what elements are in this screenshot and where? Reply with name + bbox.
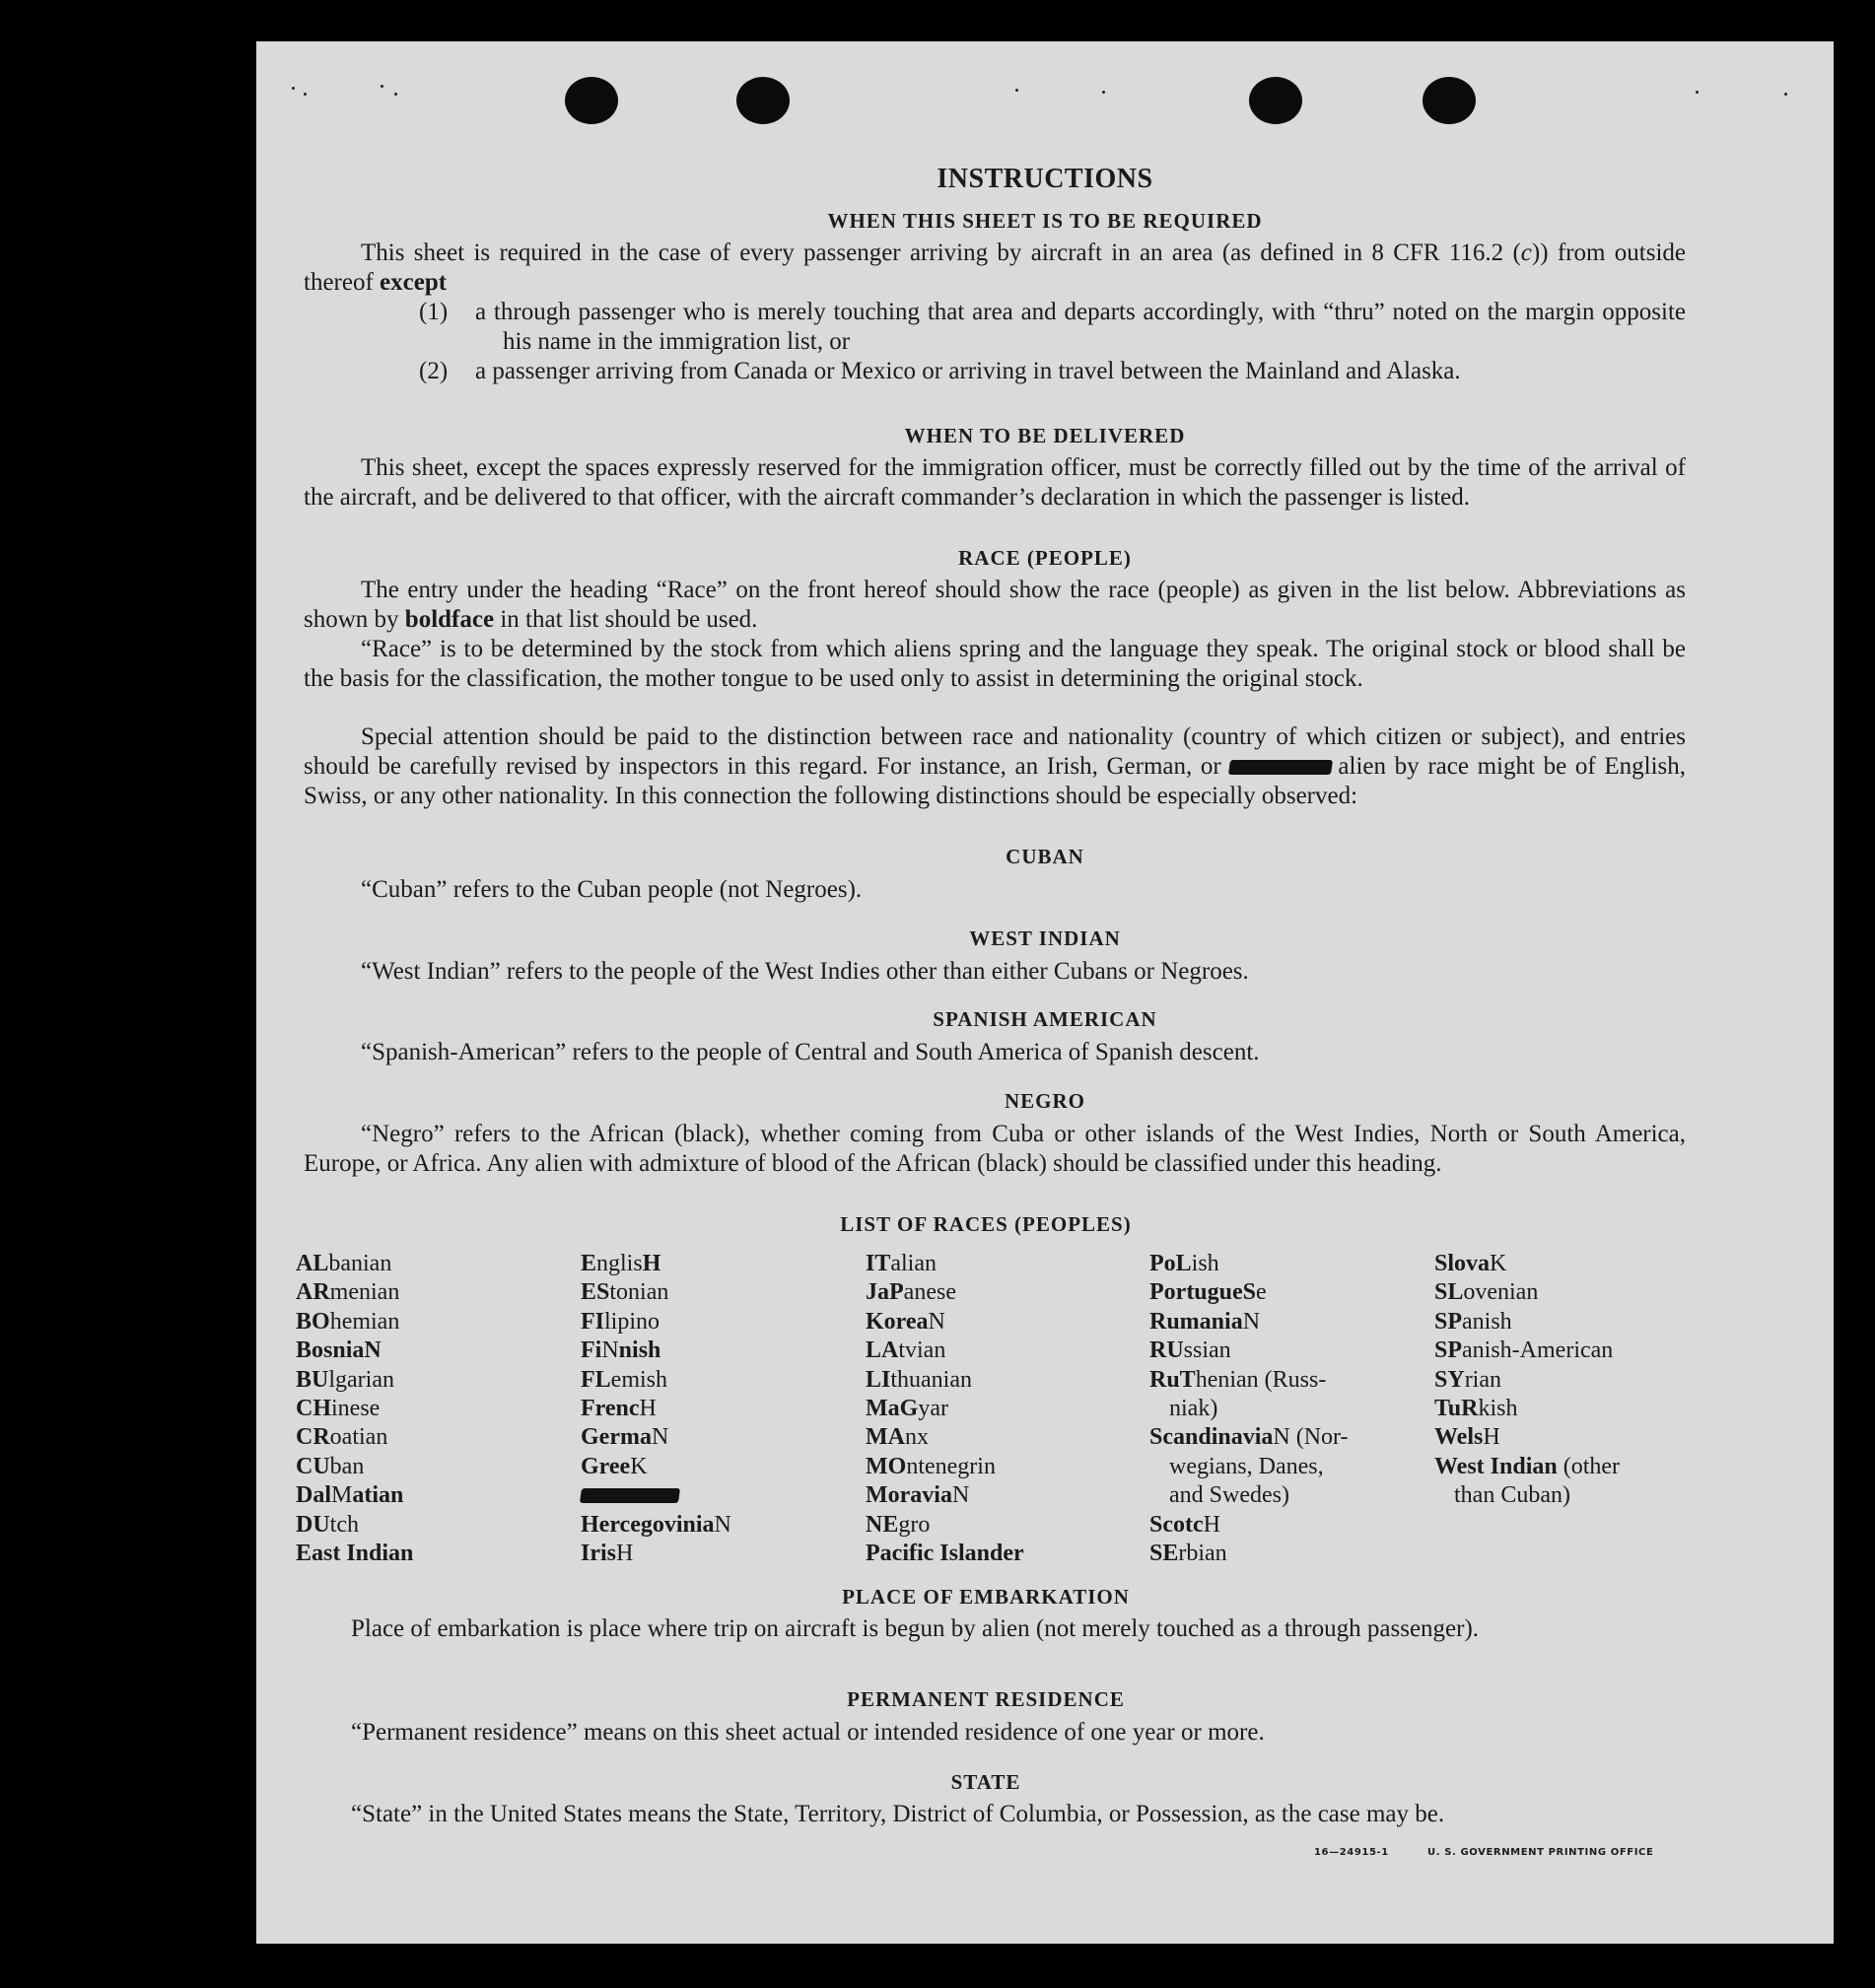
- race-entry: [296, 1366, 413, 1395]
- race-name-rest: N: [714, 1511, 731, 1538]
- race-entry: [296, 1453, 413, 1481]
- race-entry: [866, 1308, 1024, 1337]
- punch-hole: [565, 77, 618, 124]
- race-paragraph-1: The entry under the heading “Race” on the front hereof should show the race (people) as given in the list below. Abbreviations as shown by boldface in that list should be used.: [304, 577, 1686, 633]
- race-entry: [866, 1540, 1024, 1568]
- race-name-rest: N (Nor-: [1273, 1424, 1349, 1451]
- race-abbreviation: Fi: [581, 1337, 602, 1364]
- race-name-rest: N: [951, 1482, 970, 1509]
- race-entry: [296, 1511, 413, 1540]
- race-entry: [1434, 1308, 1620, 1337]
- race-name-rest: anish: [1462, 1308, 1512, 1335]
- race-entry: [866, 1511, 1024, 1540]
- race-entry-continuation: niak): [1169, 1396, 1218, 1422]
- race-entry: [581, 1540, 731, 1568]
- race-name-rest: rian: [1464, 1366, 1501, 1393]
- race-name-rest: yar: [918, 1396, 948, 1422]
- race-name-rest: H: [616, 1541, 634, 1567]
- section-heading-residence: PERMANENT RESIDENCE: [847, 1687, 1125, 1711]
- race-abbreviation: PoL: [1149, 1251, 1192, 1276]
- race-name-rest: menian: [329, 1279, 400, 1306]
- cuban-text: “Cuban” refers to the Cuban people (not Negroes).: [361, 876, 863, 903]
- race-entry-continuation: wegians, Danes,: [1169, 1453, 1324, 1479]
- race-name-rest: N: [601, 1337, 619, 1364]
- race-entry: [1149, 1337, 1349, 1365]
- race-name-rest: lipino: [604, 1308, 660, 1335]
- race-entry: [866, 1453, 1024, 1481]
- race-abbreviation: SY: [1434, 1366, 1465, 1393]
- race-name-rest: banian: [328, 1251, 392, 1276]
- race-entry: [581, 1453, 731, 1481]
- race-abbreviation: CU: [296, 1453, 330, 1479]
- race-abbreviation: BO: [296, 1308, 330, 1335]
- race-name-rest: H: [1203, 1511, 1220, 1538]
- race-abbreviation: atian: [352, 1482, 404, 1509]
- scan-speck: [394, 93, 397, 96]
- race-name-rest: ntenegrin: [906, 1453, 996, 1479]
- race-name-rest: N: [928, 1308, 945, 1335]
- section-heading-west-indian: WEST INDIAN: [969, 926, 1121, 950]
- race-entry: [1149, 1308, 1349, 1337]
- race-entry: [296, 1540, 413, 1568]
- race-entry: [866, 1337, 1024, 1365]
- race-abbreviation: FI: [581, 1308, 604, 1335]
- race-abbreviation: Hercegovinia: [581, 1511, 715, 1538]
- race-abbreviation: MaG: [866, 1396, 919, 1422]
- punch-hole: [1423, 77, 1476, 124]
- form-number: 16—24915-1: [1314, 1847, 1389, 1858]
- race-entry: [866, 1423, 1024, 1452]
- race-abbreviation: BU: [296, 1366, 329, 1393]
- race-abbreviation: Korea: [866, 1308, 929, 1335]
- race-name-rest: lgarian: [328, 1366, 394, 1393]
- race-name-rest: gro: [898, 1511, 931, 1538]
- scan-speck: [1102, 91, 1105, 94]
- race-abbreviation: AL: [296, 1251, 329, 1276]
- race-abbreviation: H: [642, 1251, 661, 1276]
- race-name-rest: thuanian: [890, 1366, 972, 1393]
- race-name-rest: K: [630, 1453, 648, 1479]
- race-entry: [1434, 1453, 1620, 1481]
- race-entry: [296, 1308, 413, 1337]
- race-list-column-3: [866, 1250, 1024, 1568]
- race-abbreviation: LA: [866, 1337, 899, 1364]
- race-name-rest: tonian: [609, 1279, 669, 1306]
- race-abbreviation: Scotc: [1149, 1511, 1204, 1538]
- race-name-rest: hemian: [329, 1308, 400, 1335]
- race-list-column-1: [296, 1250, 413, 1568]
- race-entry: [866, 1250, 1024, 1278]
- race-abbreviation: AR: [296, 1279, 330, 1306]
- negro-text: “Negro” refers to the African (black), whether coming from Cuba or other islands of the West Indies, North or South America, Europe, or Africa. Any alien with admixture of blood of the African (black) should be classified under this heading.: [304, 1121, 1686, 1177]
- race-entry-continuation: than Cuban): [1454, 1482, 1570, 1509]
- race-abbreviation: IT: [866, 1251, 891, 1276]
- race-abbreviation: JaP: [866, 1279, 904, 1306]
- race-paragraph-3: Special attention should be paid to the distinction between race and nationality (country of which citizen or subject), and entries should be carefully revised by inspectors in this regard. For instance, an Irish, German, or alien by race might be of English, Swiss, or any other nationality. In this connection the following distinctions should be especially observed:: [304, 723, 1686, 809]
- race-name-rest: ssian: [1183, 1337, 1231, 1364]
- required-intro: This sheet is required in the case of every passenger arriving by aircraft in an area (as defined in 8 CFR 116.2 (c)) from outside thereof except: [304, 240, 1687, 296]
- race-abbreviation: SP: [1434, 1308, 1463, 1335]
- race-entry: [1434, 1366, 1620, 1395]
- race-entry: [581, 1337, 731, 1365]
- race-abbreviation: LI: [866, 1366, 891, 1393]
- race-name-rest: ish: [1191, 1251, 1219, 1276]
- race-entry: [1149, 1423, 1349, 1452]
- race-entry: [581, 1366, 731, 1395]
- race-name-rest: nx: [904, 1424, 929, 1451]
- race-abbreviation: Rumania: [1149, 1308, 1243, 1335]
- scan-speck: [1015, 89, 1018, 92]
- race-abbreviation: MO: [866, 1453, 907, 1479]
- redacted-word: [1228, 760, 1333, 775]
- race-entry: [1434, 1337, 1620, 1365]
- race-entry: [866, 1481, 1024, 1510]
- item-2-text: a passenger arriving from Canada or Mexico or arriving in travel between the Mainland and Alaska.: [475, 358, 1461, 384]
- document-page: [256, 41, 1834, 1944]
- race-entry: [1149, 1250, 1349, 1278]
- race-list-column-2: [581, 1250, 731, 1568]
- item-1-text: a through passenger who is merely touching that area and departs accordingly, with “thru” noted on the margin opposite his name in the immigration list, or: [475, 299, 1686, 355]
- race-name-rest: ovenian: [1463, 1279, 1539, 1306]
- scan-speck: [1784, 93, 1787, 96]
- race-name-rest: e: [1256, 1279, 1267, 1306]
- race-abbreviation: N: [364, 1337, 382, 1364]
- race-name-rest: K: [1490, 1251, 1507, 1276]
- race-entry: [1434, 1278, 1620, 1307]
- race-abbreviation: Bosnia: [296, 1337, 365, 1364]
- race-entry: [581, 1308, 731, 1337]
- race-name-rest: henian (Russ-: [1195, 1366, 1327, 1393]
- race-abbreviation: PortugueS: [1149, 1279, 1256, 1306]
- race-abbreviation: Slova: [1434, 1251, 1491, 1276]
- state-text: “State” in the United States means the State, Territory, District of Columbia, or Possession, as the case may be.: [351, 1801, 1445, 1827]
- race-entry: [1149, 1511, 1349, 1540]
- race-entry: [581, 1250, 731, 1278]
- race-name-rest: tch: [329, 1511, 359, 1538]
- section-heading-delivered: WHEN TO BE DELIVERED: [904, 424, 1186, 447]
- race-list-column-4: [1149, 1250, 1349, 1568]
- race-name-rest: anish-American: [1462, 1337, 1614, 1364]
- section-heading-race-list: LIST OF RACES (PEOPLES): [840, 1212, 1132, 1236]
- race-abbreviation: CR: [296, 1424, 330, 1451]
- race-abbreviation: E: [581, 1251, 597, 1276]
- section-heading-race: RACE (PEOPLE): [958, 546, 1132, 570]
- race-entry: [296, 1278, 413, 1307]
- race-name-rest: H: [1483, 1424, 1500, 1451]
- race-entry: [581, 1511, 731, 1540]
- section-heading-required: WHEN THIS SHEET IS TO BE REQUIRED: [827, 209, 1263, 233]
- scan-speck: [292, 87, 295, 90]
- race-name-rest: anese: [903, 1279, 956, 1306]
- race-abbreviation: Scandinavia: [1149, 1424, 1274, 1451]
- scan-speck: [304, 93, 307, 96]
- race-abbreviation: Dal: [296, 1482, 331, 1509]
- race-name-rest: ban: [329, 1453, 365, 1479]
- race-paragraph-2: “Race” is to be determined by the stock from which aliens spring and the language they speak. The original stock or blood shall be the basis for the classification, the mother tongue to be used only to assist in determining the original stock.: [304, 636, 1686, 692]
- race-name-rest: kish: [1478, 1396, 1518, 1422]
- race-entry: [1434, 1250, 1620, 1278]
- section-heading-spanish-american: SPANISH AMERICAN: [933, 1007, 1157, 1031]
- race-abbreviation: TuR: [1434, 1396, 1479, 1422]
- section-heading-negro: NEGRO: [1004, 1089, 1085, 1113]
- race-name-rest: M: [331, 1482, 353, 1509]
- race-entry: [296, 1423, 413, 1452]
- race-name-rest: rbian: [1178, 1541, 1227, 1567]
- race-entry: [296, 1395, 413, 1423]
- race-abbreviation: Wels: [1434, 1424, 1484, 1451]
- race-abbreviation: Iris: [581, 1541, 616, 1567]
- race-entry: [581, 1395, 731, 1423]
- race-entry: [581, 1423, 731, 1452]
- race-abbreviation: Gree: [581, 1453, 631, 1479]
- scan-speck: [1696, 91, 1699, 94]
- race-abbreviation: SL: [1434, 1279, 1464, 1306]
- race-abbreviation: DU: [296, 1511, 330, 1538]
- race-name-rest: emish: [610, 1366, 667, 1393]
- race-entry: [1149, 1366, 1349, 1395]
- race-entry: [866, 1395, 1024, 1423]
- page-title: INSTRUCTIONS: [937, 164, 1153, 194]
- race-abbreviation: MA: [866, 1424, 905, 1451]
- race-entry: [581, 1278, 731, 1307]
- race-abbreviation: Germa: [581, 1424, 652, 1451]
- race-entry: [866, 1278, 1024, 1307]
- race-name-rest: inese: [331, 1396, 381, 1422]
- delivered-text: This sheet, except the spaces expressly reserved for the immigration officer, must be correctly filled out by the time of the arrival of the aircraft, and be delivered to that officer, with the aircraft commander’s declaration in which the passenger is listed.: [304, 454, 1686, 511]
- race-abbreviation: Moravia: [866, 1482, 952, 1509]
- printer-imprint: U. S. GOVERNMENT PRINTING OFFICE: [1427, 1847, 1654, 1858]
- section-heading-state: STATE: [950, 1770, 1021, 1794]
- race-name-rest: alian: [890, 1251, 937, 1276]
- west-indian-text: “West Indian” refers to the people of the West Indies other than either Cubans or Negroes.: [361, 958, 1249, 985]
- punch-hole: [1249, 77, 1302, 124]
- race-name-rest: H: [639, 1396, 657, 1422]
- race-abbreviation: RuT: [1149, 1366, 1196, 1393]
- race-name-rest: N: [1242, 1308, 1261, 1335]
- race-abbreviation: Frenc: [581, 1396, 640, 1422]
- item-1-number: (1): [419, 299, 449, 325]
- race-abbreviation: CH: [296, 1396, 331, 1422]
- race-abbreviation: RU: [1149, 1337, 1184, 1364]
- race-entry: [296, 1250, 413, 1278]
- race-abbreviation: ES: [581, 1279, 610, 1306]
- spanish-american-text: “Spanish-American” refers to the people of Central and South America of Spanish descent.: [361, 1039, 1260, 1065]
- race-abbreviation: NE: [866, 1511, 899, 1538]
- race-entry: [296, 1337, 413, 1365]
- race-name-rest: nglis: [596, 1251, 643, 1276]
- race-name-rest: N: [651, 1424, 669, 1451]
- race-abbreviation: FL: [581, 1366, 611, 1393]
- race-entry-continuation: and Swedes): [1169, 1482, 1289, 1509]
- section-heading-embarkation: PLACE OF EMBARKATION: [842, 1585, 1130, 1609]
- race-name-rest: oatian: [329, 1424, 388, 1451]
- race-entry: [296, 1481, 413, 1510]
- race-entry: [866, 1366, 1024, 1395]
- race-abbreviation: nish: [618, 1337, 661, 1364]
- race-entry: [1434, 1423, 1620, 1452]
- embarkation-text: Place of embarkation is place where trip on aircraft is begun by alien (not merely touched as a through passenger).: [351, 1615, 1480, 1642]
- race-entry: [1149, 1540, 1349, 1568]
- race-entry: [1434, 1395, 1620, 1423]
- item-2-number: (2): [419, 358, 449, 384]
- race-abbreviation: West Indian: [1434, 1453, 1558, 1479]
- race-abbreviation: SP: [1434, 1337, 1463, 1364]
- race-name-rest: tvian: [898, 1337, 946, 1364]
- scan-speck: [381, 85, 383, 88]
- race-list-column-5: [1434, 1250, 1620, 1511]
- race-name-rest: (other: [1557, 1453, 1621, 1479]
- race-entry: [581, 1481, 731, 1510]
- punch-hole: [736, 77, 790, 124]
- race-entry: [1149, 1278, 1349, 1307]
- residence-text: “Permanent residence” means on this sheet actual or intended residence of one year or more.: [351, 1719, 1265, 1746]
- redacted-race-entry: [580, 1488, 680, 1503]
- race-abbreviation: SE: [1149, 1541, 1179, 1567]
- section-heading-cuban: CUBAN: [1006, 845, 1084, 868]
- race-abbreviation: East Indian: [296, 1541, 414, 1567]
- race-abbreviation: Pacific Islander: [866, 1541, 1024, 1567]
